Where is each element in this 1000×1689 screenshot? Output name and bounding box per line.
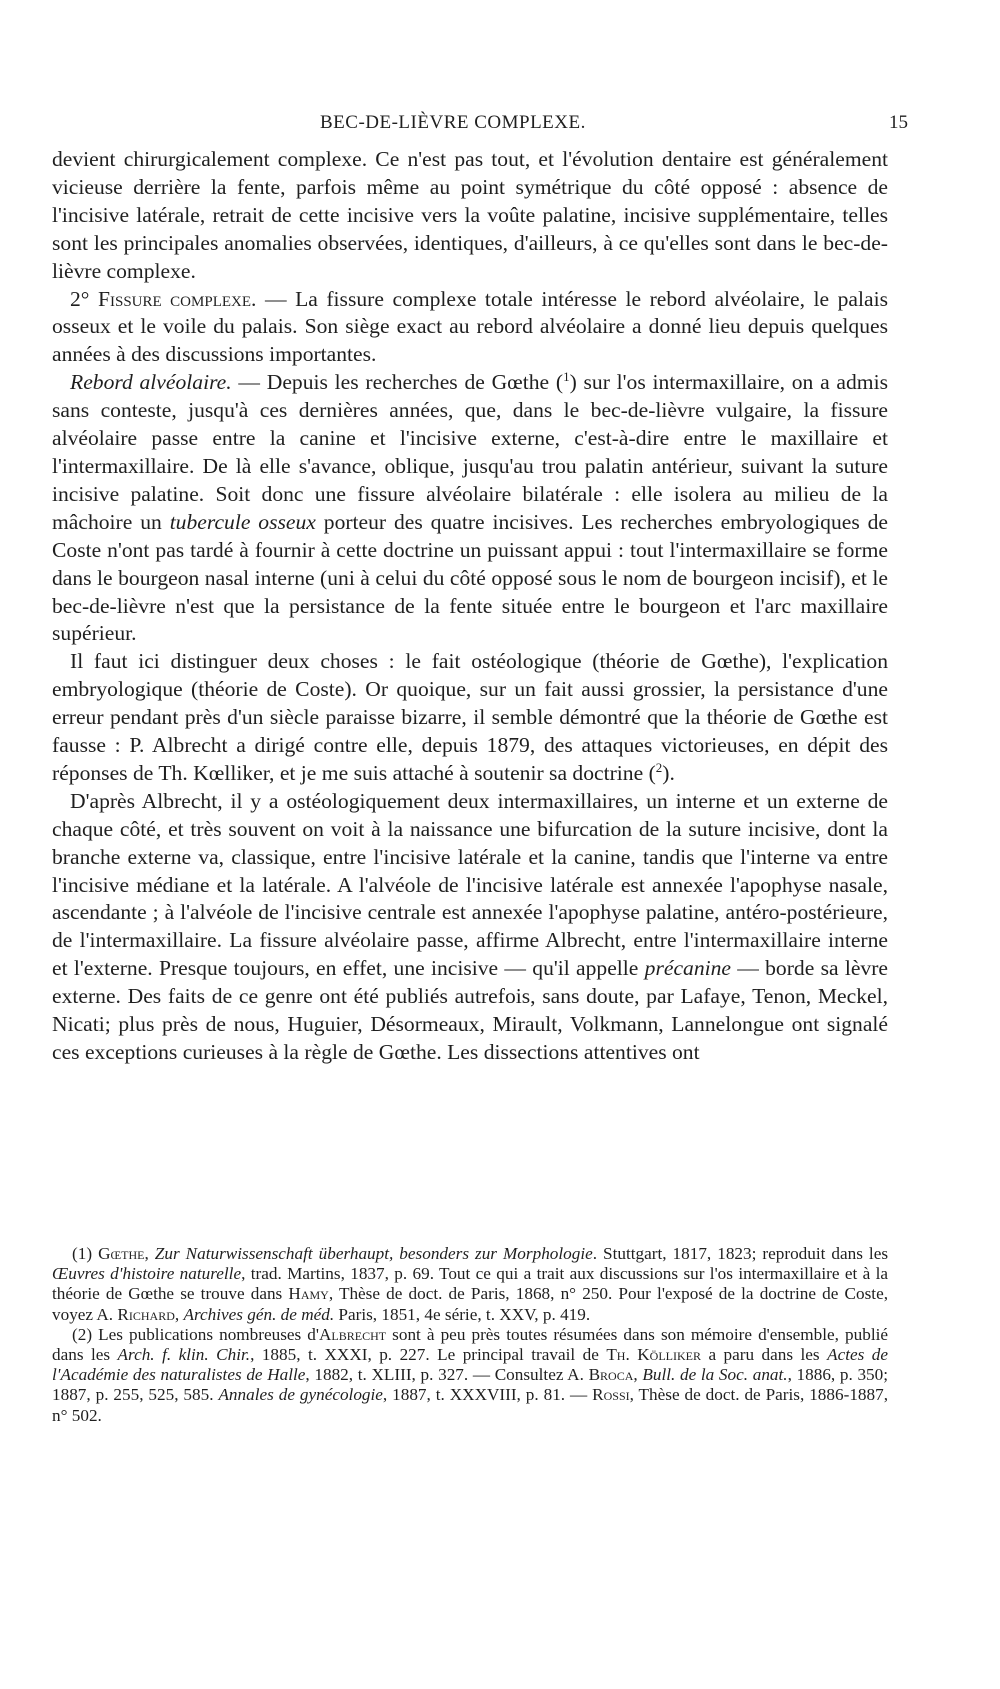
footnote-2-text: , 1885, t. XXXI, p. 227. Le principal travail de xyxy=(250,1345,607,1365)
footnote-1-marker: (1) xyxy=(72,1244,93,1263)
paragraph-5-text-b: — borde sa lèvre externe. Des faits de ce genre ont été publiés autrefois, sans doute, par Lafaye, Tenon, Meckel, Nicati; plus près de nous, Huguier, Désormeaux, Mirault, Volkmann, Lannelongue ont signalé ces exceptions curieuses à la règle de Gœthe. Les dissections attentives ont xyxy=(52,956,888,1064)
subheading-rebord-alveolaire: Rebord alvéolaire. xyxy=(70,370,232,395)
citation-title: Arch. f. klin. Chir. xyxy=(117,1345,251,1365)
author-broca: Broca xyxy=(588,1365,634,1385)
paragraph-4 xyxy=(52,648,888,788)
footnote-2-text: , 1887, t. XXXVIII, p. 81. — xyxy=(382,1385,593,1405)
paragraph-4-text-a: Il faut ici distinguer deux choses : le fait ostéologique (théorie de Gœthe), l'explication embryologique (théorie de Coste). Or quoique, sur un fait aussi grossier, la persistance d'une erreur pendant près d'un siècle paraisse bizarre, il semble démontré que la théorie de Gœthe est fausse : P. Albrecht a dirigé contre elle, depuis 1879, des attaques victorieuses, en dépit des réponses de Th. Kœlliker, et je me suis attaché à soutenir sa doctrine ( xyxy=(52,649,888,785)
section-heading-fissure-complexe: Fissure complexe. xyxy=(97,286,257,311)
paragraph-2-text: — La fissure complexe totale intéresse le rebord alvéolaire, le palais osseux et le voile du palais. Son siège exact au rebord alvéolaire a donné lieu depuis quelques années à des discussions importantes. xyxy=(52,286,888,367)
running-title: BEC-DE-LIÈVRE COMPLEXE. xyxy=(320,112,586,133)
footnote-1-text: , xyxy=(144,1244,155,1263)
paragraph-5 xyxy=(52,788,888,1067)
footnote-1-text: , Thèse de doct. de Paris, 1868, n° 250. Pour l'exposé de la doctrine de Coste, voyez A. xyxy=(52,1284,888,1324)
footnote-2-text: sont à peu près toutes résumées dans son mémoire d'ensemble, publié dans les xyxy=(52,1324,888,1365)
citation-title: Bull. de la Soc. anat. xyxy=(642,1365,788,1385)
paragraph-1 xyxy=(52,146,888,286)
footnote-1-text: , trad. Martins, 1837, p. 69. Tout ce qui a trait aux discussions sur l'os intermaxillaire et à la théorie de Gœthe se trouve dans xyxy=(52,1264,888,1304)
footnote-2-text: a paru dans les xyxy=(700,1345,828,1365)
author-goethe: Gœthe xyxy=(98,1244,145,1263)
footnote-2 xyxy=(52,1325,888,1426)
citation-title: Archives gén. de méd. xyxy=(183,1304,335,1324)
footnote-ref-2[interactable]: 2 xyxy=(655,759,663,775)
paragraph-1-text: devient chirurgicalement complexe. Ce n'est pas tout, et l'évolution dentaire est généralement vicieuse derrière la fente, parfois même au point symétrique du côté opposé : absence de l'incisive latérale, retrait de cette incisive vers la voûte palatine, incisive supplémentaire, telles sont les principales anomalies observées, identiques, d'ailleurs, à ce qu'elles sont dans le bec-de-lièvre complexe. xyxy=(52,147,888,283)
footnote-ref-1[interactable]: 1 xyxy=(563,369,570,385)
paragraph-5-text-a: D'après Albrecht, il y a ostéologiquement deux intermaxillaires, un interne et un externe de chaque côté, et très souvent on voit à la naissance une bifurcation de la suture incisive, dont la branche externe va, classique, entre l'incisive latérale et la canine, tandis que l'interne va entre l'incisive médiane et la latérale. A l'alvéole de l'incisive latérale est annexée l'apophyse nasale, ascendante ; à l'alvéole de l'incisive centrale est annexée l'apophyse palatine, antéro-postérieure, de l'intermaxillaire. La fissure alvéolaire passe, affirme Albrecht, entre l'intermaxillaire interne et l'externe. Presque toujours, en effet, une incisive — qu'il appelle xyxy=(52,788,888,981)
citation-title: Actes de l'Académie des naturalistes de Halle xyxy=(52,1345,888,1385)
footnote-1 xyxy=(52,1244,888,1325)
footnote-2-text: , 1886, p. 350; 1887, p. 255, 525, 585. xyxy=(52,1365,889,1405)
footnote-2-marker: (2) xyxy=(72,1324,93,1344)
emphasis-tubercule-osseux: tubercule osseux xyxy=(169,509,316,534)
citation-title: Œuvres d'histoire naturelle xyxy=(52,1264,242,1284)
author-richard: Richard xyxy=(117,1304,175,1324)
footnote-2-text: , xyxy=(633,1365,643,1385)
running-head xyxy=(0,112,1000,138)
author-albrecht: Albrecht xyxy=(318,1324,387,1344)
emphasis-precanine: précanine xyxy=(644,956,731,981)
section-number: 2° xyxy=(70,286,90,311)
body-text xyxy=(52,146,888,1067)
author-rossi: Rossi xyxy=(592,1385,630,1405)
paragraph-3-text-a: — Depuis les recherches de Gœthe ( xyxy=(231,370,564,395)
footnote-2-text: , 1882, t. XLIII, p. 327. — Consultez A. xyxy=(305,1365,589,1385)
author-hamy: Hamy xyxy=(288,1284,329,1304)
page-number: 15 xyxy=(889,112,908,133)
paragraph-3-text-b: ) sur l'os intermaxillaire, on a admis sans conteste, jusqu'à ces dernières années, que, dans le bec-de-lièvre vulgaire, la fissure alvéolaire passe entre la canine et l'incisive externe, c'est-à-dire entre le maxillaire et l'intermaxillaire. De là elle s'avance, oblique, jusqu'au trou palatin antérieur, suivant la suture incisive palatine. Soit donc une fissure alvéolaire bilatérale : elle isolera au milieu de la mâchoire un xyxy=(52,370,888,534)
footnote-2-text: , Thèse de doct. de Paris, 1886-1887, n° 502. xyxy=(52,1385,888,1425)
footnote-1-text: , xyxy=(174,1304,184,1324)
footnote-1-text: . Stuttgart, 1817, 1823; reproduit dans les xyxy=(592,1244,889,1263)
citation-title: Zur Naturwissenschaft überhaupt, besonders zur Morphologie xyxy=(154,1244,593,1263)
paragraph-3 xyxy=(52,369,888,648)
footnote-1-text: Paris, 1851, 4e série, t. XXV, p. 419. xyxy=(334,1304,591,1324)
author-kolliker: Th. Kölliker xyxy=(606,1345,701,1365)
footnotes xyxy=(52,1244,888,1426)
paragraph-2 xyxy=(52,286,888,370)
footnote-2-text: Les publications nombreuses d' xyxy=(92,1324,319,1344)
paragraph-4-text-b: ). xyxy=(662,760,675,785)
citation-title: Annales de gynécologie xyxy=(218,1385,383,1405)
paragraph-3-text-c: porteur des quatre incisives. Les recherches embryologiques de Coste n'ont pas tardé à fournir à cette doctrine un puissant appui : tout l'intermaxillaire se forme dans le bourgeon nasal interne (uni à celui du côté opposé sous le nom de bourgeon incisif), et le bec-de-lièvre n'est que la persistance de la fente située entre le bourgeon et l'arc maxillaire supérieur. xyxy=(52,509,888,646)
